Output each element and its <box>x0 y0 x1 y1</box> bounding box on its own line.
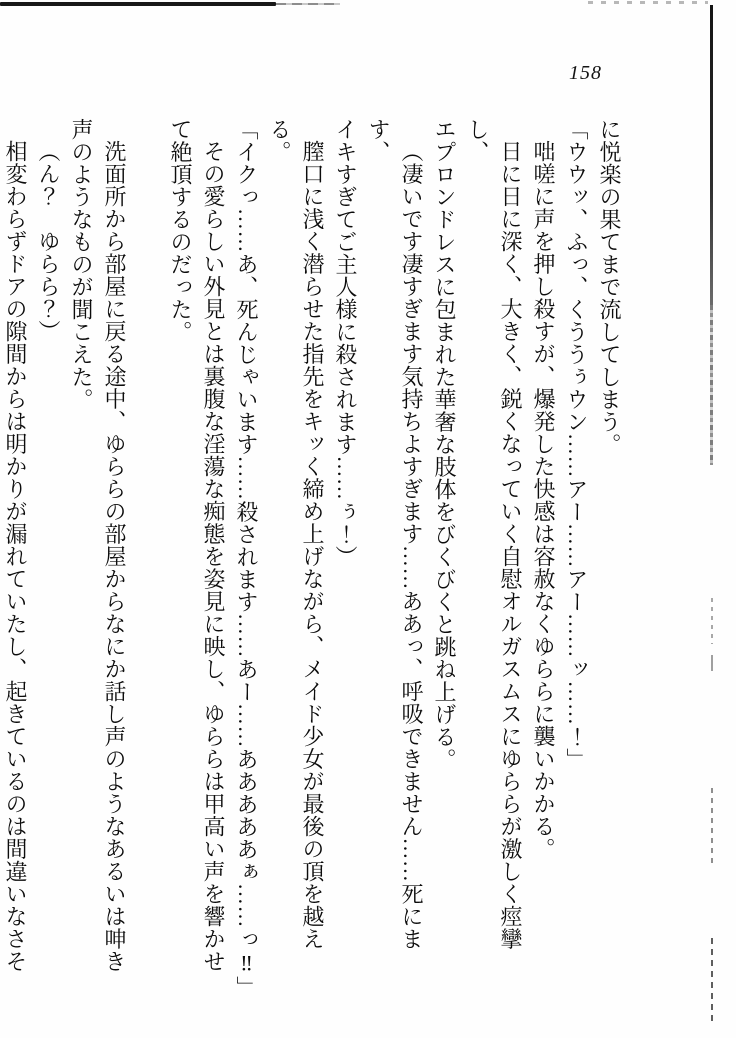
text-column: 洗面所から部屋に戻る途中、ゆららの部屋からなにか話し声のようなあるいは呻き <box>102 140 127 973</box>
scan-artifact-right-edge-dashes <box>711 655 713 671</box>
scan-artifact-right-edge-dashes <box>711 598 713 644</box>
text-column: 日に日に深く、大きく、鋭くなっていく自慰オルガスムスにゆららが激しく痙攣し、 <box>465 118 523 950</box>
text-column: 「ウウッ、ふっ、くううぅウン……アー……アー……ッ……！」 <box>564 118 589 771</box>
scan-artifact-right-edge-dashes <box>711 788 713 866</box>
scan-artifact-top-specks <box>588 1 708 4</box>
text-column: （凄いです凄すぎます気持ちよすぎます……ああっ、呼吸できません……死にます、 <box>366 118 424 950</box>
scan-artifact-right-edge-line <box>710 5 713 305</box>
text-column: に悦楽の果てまで流してしまう。 <box>597 118 622 456</box>
scan-artifact-right-edge-segment <box>710 305 713 465</box>
text-column: 声のようなものが聞こえた。 <box>69 118 94 411</box>
text-column: エプロンドレスに包まれた華奢な肢体をびくびくと跳ね上げる。 <box>432 118 457 771</box>
text-column: 相変わらずドアの隙間からは明かりが漏れていたし、起きているのは間違いなさそ <box>3 140 28 973</box>
text-column: て絶頂するのだった。 <box>168 118 193 343</box>
text-column: イキすぎてご主人様に殺されます……ぅ！） <box>333 118 358 568</box>
novel-text <box>0 118 626 999</box>
text-column: 膣口に浅く潜らせた指先をキッく締め上げながら、メイド少女が最後の頂を越える。 <box>267 118 325 950</box>
text-column: 「イクっ……あ、死んじゃいます……殺されます……あー……あああああぁ……っ‼」 <box>234 118 259 999</box>
scan-artifact-top-edge-faint <box>276 3 340 5</box>
page-number: 158 <box>569 62 602 84</box>
scan-artifact-top-edge-line <box>0 2 276 6</box>
scan-artifact-right-edge-dashes <box>711 938 713 1022</box>
text-column: （ん？ ゆらら？） <box>36 140 61 343</box>
text-column: 咄嗟に声を押し殺すが、爆発した快感は容赦なくゆららに襲いかかる。 <box>531 140 556 860</box>
text-column <box>131 118 164 992</box>
text-column: その愛らしい外見とは裏腹な淫蕩な痴態を姿見に映し、ゆららは甲高い声を響かせ <box>201 140 226 973</box>
